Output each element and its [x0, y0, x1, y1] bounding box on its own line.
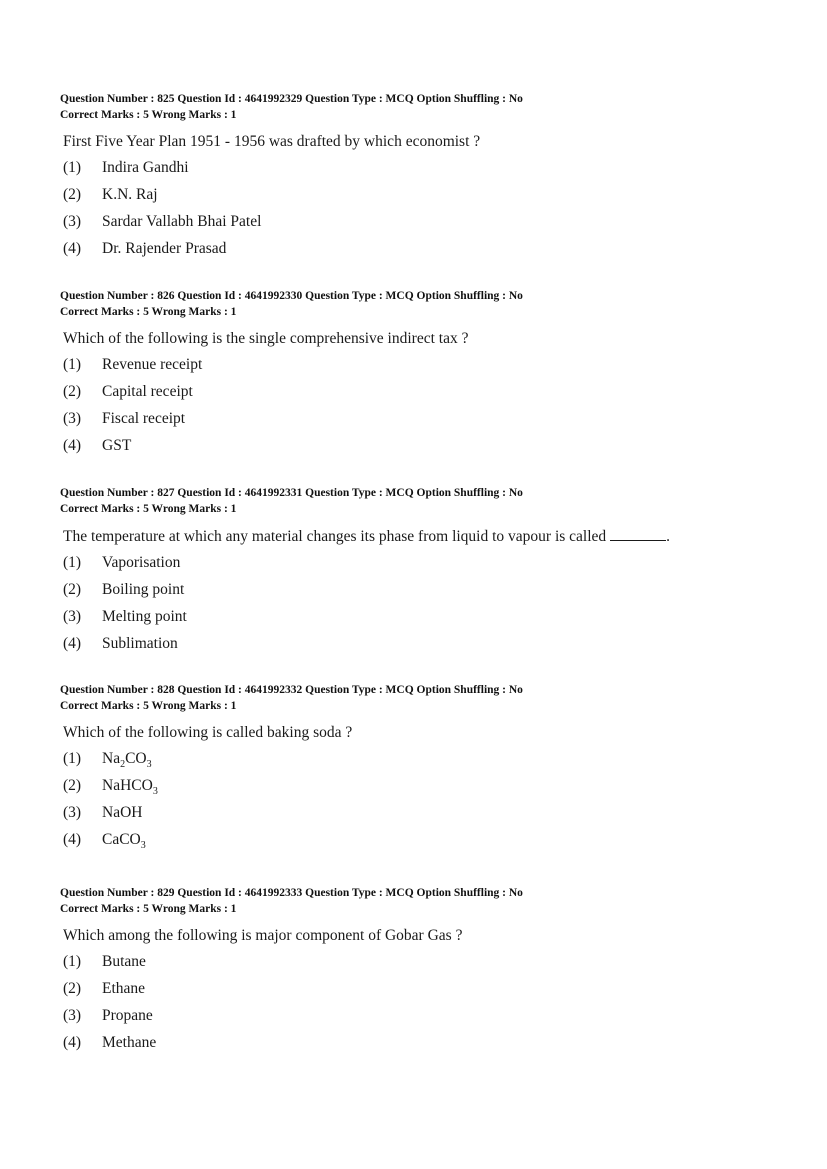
stem-end: . [666, 528, 670, 545]
question-block [60, 885, 780, 1060]
question-block [60, 288, 780, 463]
option-text: Sardar Vallabh Bhai Patel [102, 213, 262, 230]
option-number: (2) [63, 980, 82, 997]
option-text: GST [102, 437, 132, 454]
option-text: Methane [102, 1034, 157, 1051]
option-3 [60, 1006, 780, 1033]
option-text-formula: CaCO$_3$ [102, 831, 146, 852]
option-list [60, 749, 780, 857]
option-3 [60, 409, 780, 436]
option-number: (4) [63, 635, 82, 652]
option-text-formula: NaOH [102, 804, 143, 821]
option-4 [60, 436, 780, 463]
option-list [60, 952, 780, 1060]
question-number-line: Question Number : 826 Question Id : 4641992330 Question Type : MCQ Option Shuffling : No [60, 290, 523, 302]
marks-line: Correct Marks : 5 Wrong Marks : 1 [60, 903, 237, 915]
option-1 [60, 158, 780, 185]
option-number: (3) [63, 804, 82, 821]
option-2 [60, 776, 780, 803]
option-text: Ethane [102, 980, 146, 997]
option-2 [60, 979, 780, 1006]
marks-line: Correct Marks : 5 Wrong Marks : 1 [60, 503, 237, 515]
option-4 [60, 634, 780, 661]
question-block [60, 485, 780, 661]
option-number: (1) [63, 953, 82, 970]
option-number: (3) [63, 1007, 82, 1024]
option-text: Fiscal receipt [102, 410, 186, 427]
option-2 [60, 382, 780, 409]
option-number: (2) [63, 383, 82, 400]
option-number: (4) [63, 1034, 82, 1051]
option-number: (1) [63, 554, 82, 571]
option-3 [60, 803, 780, 830]
option-1 [60, 952, 780, 979]
question-stem: Which among the following is major component of Gobar Gas ? [63, 927, 463, 944]
option-text-formula: NaHCO$_3$ [102, 777, 158, 798]
option-text: K.N. Raj [102, 186, 158, 203]
option-number: (4) [63, 437, 82, 454]
option-list [60, 553, 780, 661]
question-number-line: Question Number : 827 Question Id : 4641992331 Question Type : MCQ Option Shuffling : No [60, 487, 523, 499]
marks-line: Correct Marks : 5 Wrong Marks : 1 [60, 306, 237, 318]
option-number: (4) [63, 240, 82, 257]
option-text: Indira Gandhi [102, 159, 189, 176]
option-number: (1) [63, 356, 82, 373]
question-block [60, 682, 780, 857]
option-text: Revenue receipt [102, 356, 203, 373]
question-block [60, 91, 780, 266]
option-number: (2) [63, 777, 82, 794]
option-1 [60, 355, 780, 382]
option-4 [60, 239, 780, 266]
question-stem: First Five Year Plan 1951 - 1956 was drafted by which economist ? [63, 133, 481, 150]
option-3 [60, 607, 780, 634]
option-number: (4) [63, 831, 82, 848]
option-text: Capital receipt [102, 383, 193, 400]
option-text: Melting point [102, 608, 187, 625]
question-number-line: Question Number : 825 Question Id : 4641992329 Question Type : MCQ Option Shuffling : No [60, 93, 523, 105]
question-stem [63, 526, 780, 547]
marks-line: Correct Marks : 5 Wrong Marks : 1 [60, 700, 237, 712]
option-1 [60, 553, 780, 580]
question-number-line: Question Number : 829 Question Id : 4641992333 Question Type : MCQ Option Shuffling : No [60, 887, 523, 899]
option-text: Vaporisation [102, 554, 181, 571]
option-text: Butane [102, 953, 146, 970]
option-text: Dr. Rajender Prasad [102, 240, 227, 257]
question-stem: Which of the following is called baking soda ? [63, 724, 353, 741]
option-number: (2) [63, 186, 82, 203]
question-number-line: Question Number : 828 Question Id : 4641992332 Question Type : MCQ Option Shuffling : No [60, 684, 523, 696]
answer-blank [610, 526, 666, 541]
option-text: Propane [102, 1007, 153, 1024]
option-4 [60, 1033, 780, 1060]
option-3 [60, 212, 780, 239]
option-1 [60, 749, 780, 776]
option-number: (1) [63, 159, 82, 176]
option-text-formula: $Na_2CO_3$ [102, 750, 152, 771]
option-list [60, 355, 780, 463]
option-text: Sublimation [102, 635, 178, 652]
option-number: (3) [63, 410, 82, 427]
question-stem-text: The temperature at which any material changes its phase from liquid to vapour is called [63, 528, 607, 545]
option-number: (2) [63, 581, 82, 598]
question-stem: Which of the following is the single comprehensive indirect tax ? [63, 330, 469, 347]
option-2 [60, 580, 780, 607]
option-number: (3) [63, 213, 82, 230]
option-4 [60, 830, 780, 857]
option-number: (3) [63, 608, 82, 625]
option-number: (1) [63, 750, 82, 767]
marks-line: Correct Marks : 5 Wrong Marks : 1 [60, 109, 237, 121]
option-list [60, 158, 780, 266]
option-text: Boiling point [102, 581, 185, 598]
option-2 [60, 185, 780, 212]
